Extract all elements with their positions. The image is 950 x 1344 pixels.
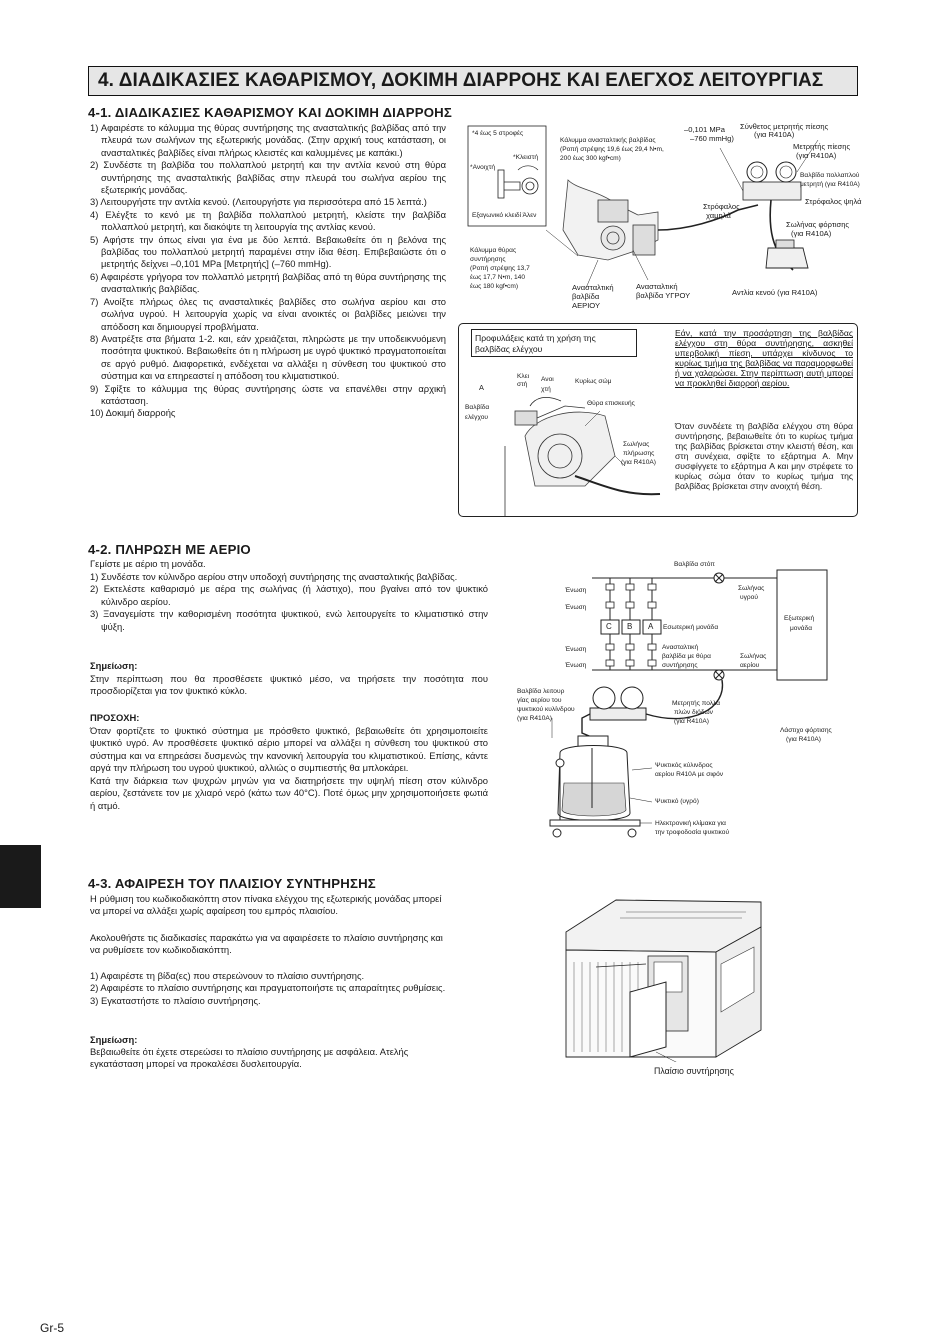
list-item: 2) Αφαιρέστε το πλαίσιο συντήρησης και πραγματοποιήστε τις απαραίτητες ρυθμίσεις. bbox=[90, 982, 446, 994]
list-item: 7) Ανοίξτε πλήρως όλες τις ανασταλτικές βαλβίδες στο σωλήνα αερίου και στο σωλήνα υγρού. Η λειτουργία χωρίς να είναι ανοικτές οι βαλβίδες μειώνει την απόδοση και δημιουργεί προβλήματα. bbox=[90, 295, 446, 332]
manifold-label: Βαλβίδα πολλαπλού bbox=[800, 172, 860, 179]
cylinder-valve-label2: γίας αερίου του bbox=[517, 697, 562, 704]
valve-cap-label: Κάλυμμα ανασταλτικής βαλβίδας bbox=[560, 137, 656, 144]
pressure-gauge-label2: (για R410A) bbox=[796, 151, 837, 160]
closed-label: *Κλειστή bbox=[513, 154, 539, 161]
port-cap-label: Κάλυμμα θύρας bbox=[470, 247, 517, 254]
scale-label: Ηλεκτρονική κλίμακα για bbox=[655, 820, 726, 827]
charge-hose-label: Σωλήνας φόρτισης bbox=[786, 220, 850, 229]
cylinder-valve-label3: ψυκτικού κυλίνδρου bbox=[517, 706, 575, 713]
port-cap-label2: συντήρησης bbox=[470, 256, 506, 263]
section-4-3-para1: Η ρύθμιση του κωδικοδιακόπτη στον πίνακα ελέγχου της εξωτερικής μονάδας μπορεί να μπορεί να αλλάξει χωρίς αφαίρεση του εμπρός πλαισίου. bbox=[90, 893, 442, 917]
liquid-pipe-label: Σωλήνας bbox=[738, 585, 765, 592]
list-item: 8) Ανατρέξτε στα βήματα 1-2. και, εάν χρειάζεται, πληρώστε με την υποδεικνυόμενη ποσότητα ψυκτικού. Βεβαιωθείτε ότι η πλήρωση με υγρό ψυκτικό πραγματοποιείται σε αργό ρυθμό. Διαφορετικά, ενδέχεται να αλλάξει η σύνθεση του ψυκτικού στο σύστημα και να επηρεαστεί η απόδοση του κλιματιστικού. bbox=[90, 332, 446, 382]
list-item: 6) Αφαιρέστε γρήγορα τον πολλαπλό μετρητή βαλβίδας από τη θύρα συντήρησης της ανασταλτικής βαλβίδας. bbox=[90, 270, 446, 295]
section-4-2-title: 4-2. ΠΛΗΡΩΣΗ ΜΕ ΑΕΡΙΟ bbox=[88, 542, 251, 557]
lo-handle-label2: χαμηλά bbox=[706, 211, 731, 220]
list-item: 10) Δοκιμή διαρροής bbox=[90, 407, 176, 419]
manifold-label3: (για R410A) bbox=[674, 718, 709, 725]
port-cap-label5: έως 180 kgf•cm) bbox=[470, 283, 519, 290]
service-valve-label3: συντήρησης bbox=[662, 662, 698, 669]
charge-hose-label2: (για R410A) bbox=[786, 736, 821, 743]
main-body-label: Κυρίως σώμ bbox=[575, 378, 612, 385]
section-4-1-title: 4-1. ΔΙΑΔΙΚΑΣΙΕΣ ΚΑΘΑΡΙΣΜΟΥ ΚΑΙ ΔΟΚΙΜΗ ΔΙΑΡΡΟΗΣ bbox=[88, 105, 453, 120]
service-port-label: Θύρα επισκευής bbox=[587, 400, 635, 407]
page-title: 4. ΔΙΑΔΙΚΑΣΙΕΣ ΚΑΘΑΡΙΣΜΟΥ, ΔΟΚΙΜΗ ΔΙΑΡΡΟΗΣ ΚΑΙ ΕΛΕΓΧΟΣ ΛΕΙΤΟΥΡΓΙΑΣ bbox=[88, 66, 858, 96]
hexkey-label: Εξαγωνικό κλειδί Άλεν bbox=[472, 212, 537, 219]
gas-charge-figure bbox=[512, 558, 862, 848]
caution-text-2: Κατά την διάρκεια των ψυχρών μηνών για να διατηρήσετε την υψηλή πίεση στον κύλινδρο αερίου, ζεστάνετε τον με χλιαρό νερό (κάτω των 40°C). Ποτέ όμως μην χρησιμοποιήσετε φωτιά ή ατμό. bbox=[90, 775, 488, 811]
list-item: 1) Αφαιρέστε τη βίδα(ες) που στερεώνουν το πλαίσιο συντήρησης. bbox=[90, 970, 365, 981]
scale-label2: την τροφοδοσία ψυκτικού bbox=[655, 829, 730, 836]
side-tab-marker bbox=[0, 845, 41, 908]
manifold-label2: μετρητή (για R410A) bbox=[800, 181, 860, 188]
port-cap-label4: έως 17,7 N•m, 140 bbox=[470, 274, 525, 281]
list-item: 1) Αφαιρέστε το κάλυμμα της θύρας συντήρησης της ανασταλτικής βαλβίδας από την πλευρά των σωλήνων της εξωτερικής μονάδας. (Στην αρχική τους κατάσταση, οι ανασταλτικές βαλβίδες είναι πλήρως κλειστές και καλυμμένες με καπάκι.) bbox=[90, 122, 446, 158]
caution-title: ΠΡΟΣΟΧΗ: bbox=[90, 712, 140, 723]
list-item: 3) Ξαναγεμίστε την καθορισμένη ποσότητα ψυκτικού, ενώ λειτουργείτε το κλιματιστικό στην ψύξη. bbox=[90, 608, 488, 632]
cylinder-valve-label4: (για R410A) bbox=[517, 715, 552, 722]
section-4-3-steps bbox=[90, 970, 454, 1007]
charge-hose-label: Σωλήνας bbox=[623, 441, 650, 448]
service-valve-label2: βαλβίδα με θύρα bbox=[662, 653, 711, 660]
section-4-3-para2: Ακολουθήστε τις διαδικασίες παρακάτω για να αφαιρέσετε το πλαίσιο συντήρησης και να ρυθμίσετε τον κωδικοδιακόπτη. bbox=[90, 932, 443, 956]
union-label: Ένωση bbox=[565, 587, 587, 594]
check-valve-label: Βαλβίδα bbox=[465, 404, 490, 411]
lo-handle-label: Στρόφαλος bbox=[703, 202, 740, 211]
open-label: *Ανοιχτή bbox=[470, 164, 496, 171]
union-label: Ένωση bbox=[565, 662, 587, 669]
pressure-gauge-label: Μετρητής πίεσης bbox=[793, 142, 851, 151]
union-label: Ένωση bbox=[565, 604, 587, 611]
gas-valve-label: Ανασταλτική bbox=[572, 283, 614, 292]
section-4-2-intro: Γεμίστε με αέριο τη μονάδα. bbox=[90, 558, 206, 569]
hi-handle-label: Στρόφαλος ψηλά bbox=[805, 197, 862, 206]
service-panel-drawing bbox=[556, 892, 766, 1062]
charge-hose-label3: (για R410A) bbox=[621, 459, 656, 466]
closed-label2: στή bbox=[517, 381, 528, 388]
indoor-unit-label: Εσωτερική μονάδα bbox=[663, 624, 719, 631]
part-a-label: A bbox=[479, 383, 484, 392]
charge-hose-label2: πλήρωσης bbox=[623, 450, 655, 457]
page-number: Gr-5 bbox=[40, 1321, 64, 1335]
cylinder-label: Ψυκτικός κύλινδρος bbox=[655, 762, 713, 769]
liquid-valve-label2: βαλβίδα ΥΓΡΟΥ bbox=[636, 291, 691, 300]
outdoor-unit-label2: μονάδα bbox=[790, 625, 813, 632]
note-text: Βεβαιωθείτε ότι έχετε στερεώσει το πλαίσιο συντήρησης με ασφάλεια. Ατελής εγκατάσταση μπορεί να προκαλέσει δυσλειτουργία. bbox=[90, 1046, 409, 1070]
warning-text: Εάν, κατά την προσάρτηση της βαλβίδας ελέγχου στη θύρα συντήρησης, ασκηθεί υπερβολική πίεση, υπάρχει κίνδυνος το κυρίως τμήμα της βαλβίδας να παραμορφωθεί ή να χαλαρώσει. Στην περίπτωση αυτή μπορεί να προκληθεί διαρροή αερίου. bbox=[675, 328, 853, 388]
liquid-refrigerant-label: Ψυκτικό (υγρό) bbox=[655, 798, 699, 805]
charge-hose-label: Λάστιχο φόρτισης bbox=[780, 727, 832, 734]
valve-cap-torque: (Ροπή στρέψης 19,6 έως 29,4 N•m, bbox=[560, 146, 664, 153]
section-4-1-steps bbox=[90, 122, 446, 420]
precautions-title: Προφυλάξεις κατά τη χρήση της βαλβίδας ελέγχου bbox=[475, 333, 596, 354]
compound-gauge-label: Σύνθετος μετρητής πίεσης bbox=[740, 122, 829, 131]
list-item: 9) Σφίξτε το κάλυμμα της θύρας συντήρησης ώστε να επανέλθει στην αρχική κατάσταση. bbox=[90, 382, 446, 406]
stop-valve-label: Βαλβίδα στόπ bbox=[674, 561, 715, 568]
list-item: 2) Εκτελέστε καθαρισμό με αέρα της σωλήνας (ή λάστιχο), που βγαίνει από τον ψυκτικό κύλινδρο αερίου. bbox=[90, 583, 488, 607]
list-item: 3) Λειτουργήστε την αντλία κενού. (Λειτουργήστε για περισσότερα από 15 λεπτά.) bbox=[90, 196, 427, 208]
service-panel-figure bbox=[556, 892, 766, 1082]
open-label: Ανοι bbox=[541, 376, 554, 383]
service-panel-caption: Πλαίσιο συντήρησης bbox=[654, 1066, 734, 1076]
indoor-b-label: B bbox=[627, 622, 633, 631]
list-item: 5) Αφήστε την όπως είναι για ένα με δύο λεπτά. Βεβαιωθείτε ότι η βελόνα της βαλβίδας του πολλαπλού μετρητή παραμένει στην ίδια θέση. Επιβεβαιώστε ότι ο μετρητής δείχνει –0,101 MPa [Μετρητής] (–760 mmHg). bbox=[90, 233, 446, 270]
check-valve-drawing bbox=[465, 346, 665, 516]
section-4-3-title: 4-3. ΑΦΑΙΡΕΣΗ ΤΟΥ ΠΛΑΙΣΙΟΥ ΣΥΝΤΗΡΗΣΗΣ bbox=[88, 876, 376, 891]
indoor-a-label: A bbox=[648, 622, 654, 631]
gas-pipe-label: Σωλήνας bbox=[740, 653, 767, 660]
compound-gauge-label2: (για R410A) bbox=[754, 130, 795, 139]
caution-text: Όταν φορτίζετε το ψυκτικό σύστημα με πρόσθετο ψυκτικό, βεβαιωθείτε ότι χρησιμοποιείτε ψυκτικό υγρό. Αν προσθέσετε ψυκτικό αέριο μπορεί να αλλάξει η σύνθεση του ψυκτικού στο σύστημα και να επηρεάσει δυσμενώς την κανονική λειτουργία του κλιματιστικού. Επίσης, κάντε αργά την πλήρωση του υγρού ψυκτικού, αλλιώς ο συμπιεστής θα μπλοκάρει. bbox=[90, 725, 488, 774]
check-valve-precautions-box bbox=[458, 323, 858, 517]
liquid-pipe-label2: υγρού bbox=[740, 594, 758, 601]
mmhg-label: –760 mmHg) bbox=[690, 134, 734, 143]
valve-cap-torque2: 200 έως 300 kgf•cm) bbox=[560, 155, 621, 162]
indoor-c-label: C bbox=[606, 622, 612, 631]
manifold-label: Μετρητής πολλα bbox=[672, 700, 721, 707]
note-text: Στην περίπτωση που θα προσθέσετε ψυκτικό μέσο, να τηρήσετε την ποσότητα που προσδιορίζεται για τον ψυκτικό κύκλο. bbox=[90, 673, 488, 697]
note-title: Σημείωση: bbox=[90, 660, 138, 671]
gas-valve-label2: βαλβίδα bbox=[572, 292, 600, 301]
list-item: 1) Συνδέστε τον κύλινδρο αερίου στην υποδοχή συντήρησης της ανασταλτικής βαλβίδας. bbox=[90, 571, 458, 582]
turns-label: *4 έως 5 στροφές bbox=[472, 130, 524, 137]
closed-label: Κλει bbox=[517, 373, 530, 380]
vacuum-setup-figure bbox=[458, 120, 862, 320]
list-item: 3) Εγκαταστήστε το πλαίσιο συντήρησης. bbox=[90, 994, 261, 1006]
vacuum-pump-label: Αντλία κενού (για R410A) bbox=[732, 288, 818, 297]
port-cap-label3: (Ροπή στρέψης 13,7 bbox=[470, 265, 530, 272]
union-label: Ένωση bbox=[565, 646, 587, 653]
gas-valve-label3: ΑΕΡΙΟΥ bbox=[572, 301, 601, 310]
note-title: Σημείωση: bbox=[90, 1034, 138, 1045]
list-item: 2) Συνδέστε τη βαλβίδα του πολλαπλού μετρητή και την αντλία κενού στη θύρα συντήρησης της ανασταλτικής βαλβίδας στην πλευρά του σωλήνα αερίου της εξωτερικής μονάδας. bbox=[90, 159, 446, 196]
list-item: 4) Ελέγξτε το κενό με τη βαλβίδα πολλαπλού μετρητή, κλείστε την βαλβίδα πολλαπλού μετρητή, και διακόψτε τη λειτουργία της αντλίας κενού. bbox=[90, 208, 446, 233]
liquid-valve-label: Ανασταλτική bbox=[636, 282, 678, 291]
cylinder-label2: αερίου R410A με σιφόν bbox=[655, 771, 724, 778]
section-4-2-steps bbox=[90, 571, 488, 633]
outdoor-unit-label: Εξωτερική bbox=[784, 615, 815, 622]
service-valve-label: Ανασταλτική bbox=[662, 644, 699, 651]
manifold-label2: πλών διόδων bbox=[674, 709, 713, 716]
gas-pipe-label2: αερίου bbox=[740, 662, 760, 669]
cylinder-valve-label: Βαλβίδα λειτουρ bbox=[517, 688, 565, 695]
check-valve-label2: ελέγχου bbox=[465, 414, 489, 421]
note-text: Όταν συνδέετε τη βαλβίδα ελέγχου στη θύρα συντήρησης, βεβαιωθείτε ότι το κυρίως τμήμα της βαλβίδας βρίσκεται στην κλειστή θέση, και στη συνέχεια, σφίξτε το εξάρτημα A. Μην συσφίγγετε το εξάρτημα A και μην στρέφετε το κυρίως σώμα όταν το κυρίως τμήμα της βαλβίδας βρίσκεται στην ανοιχτή θέση. bbox=[675, 421, 853, 491]
mpa-label: –0,101 MPa bbox=[684, 125, 725, 134]
charge-hose-label2: (για R410A) bbox=[791, 229, 832, 238]
open-label2: χτή bbox=[541, 386, 551, 393]
